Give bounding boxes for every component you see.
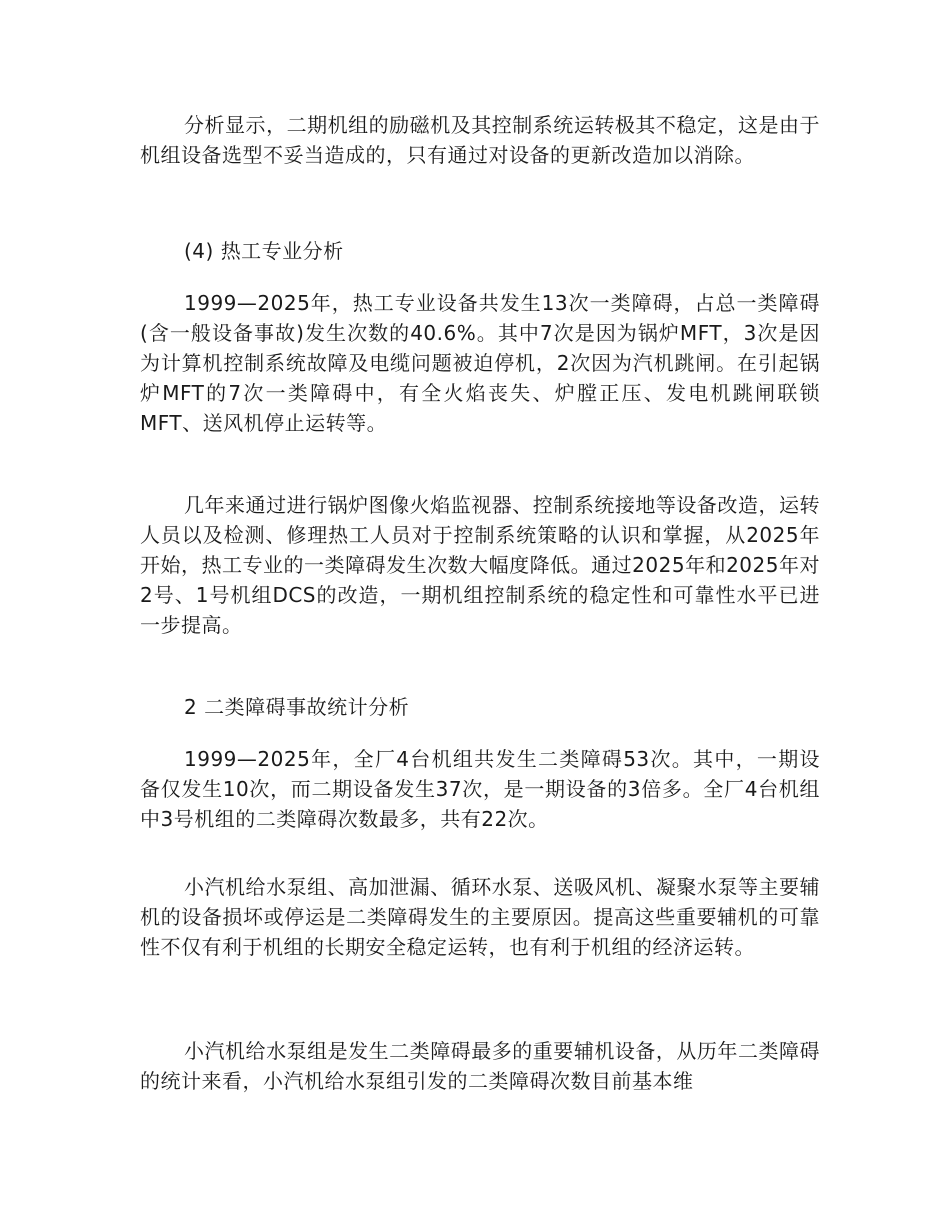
section-heading-thermal: (4) 热工专业分析 bbox=[184, 239, 344, 263]
paragraph-feedwater-pump: 小汽机给水泵组是发生二类障碍最多的重要辅机设备，从历年二类障碍的统计来看，小汽机给水泵组引发的二类障碍次数目前基本维 bbox=[140, 1039, 820, 1093]
section-heading-class-two: 2 二类障碍事故统计分析 bbox=[184, 695, 410, 719]
paragraph-exciter-analysis: 分析显示，二期机组的励磁机及其控制系统运转极其不稳定，这是由于机组设备选型不妥当造成的，只有通过对设备的更新改造加以消除。 bbox=[140, 113, 820, 167]
paragraph-thermal-stats: 1999—2025年，热工专业设备共发生13次一类障碍，占总一类障碍(含一般设备事故)发生次数的40.6%。其中7次是因为锅炉MFT，3次是因为计算机控制系统故障及电缆问题被迫停机，2次因为汽机跳闸。在引起锅炉MFT的7次一类障碍中，有全火焰丧失、炉膛正压、发电机跳闸联锁MFT、送风机停止运转等。 bbox=[140, 291, 820, 435]
paragraph-auxiliary-equipment: 小汽机给水泵组、高加泄漏、循环水泵、送吸风机、凝聚水泵等主要辅机的设备损坏或停运是二类障碍发生的主要原因。提高这些重要辅机的可靠性不仅有利于机组的长期安全稳定运转，也有利于机组的经济运转。 bbox=[140, 875, 820, 959]
paragraph-thermal-improvements: 几年来通过进行锅炉图像火焰监视器、控制系统接地等设备改造，运转人员以及检测、修理热工人员对于控制系统策略的认识和掌握，从2025年开始，热工专业的一类障碍发生次数大幅度降低。通过2025年和2025年对2号、1号机组DCS的改造，一期机组控制系统的稳定性和可靠性水平已进一步提高。 bbox=[140, 493, 820, 637]
paragraph-class-two-stats: 1999—2025年，全厂4台机组共发生二类障碍53次。其中，一期设备仅发生10次，而二期设备发生37次，是一期设备的3倍多。全厂4台机组中3号机组的二类障碍次数最多，共有22次。 bbox=[140, 747, 820, 831]
